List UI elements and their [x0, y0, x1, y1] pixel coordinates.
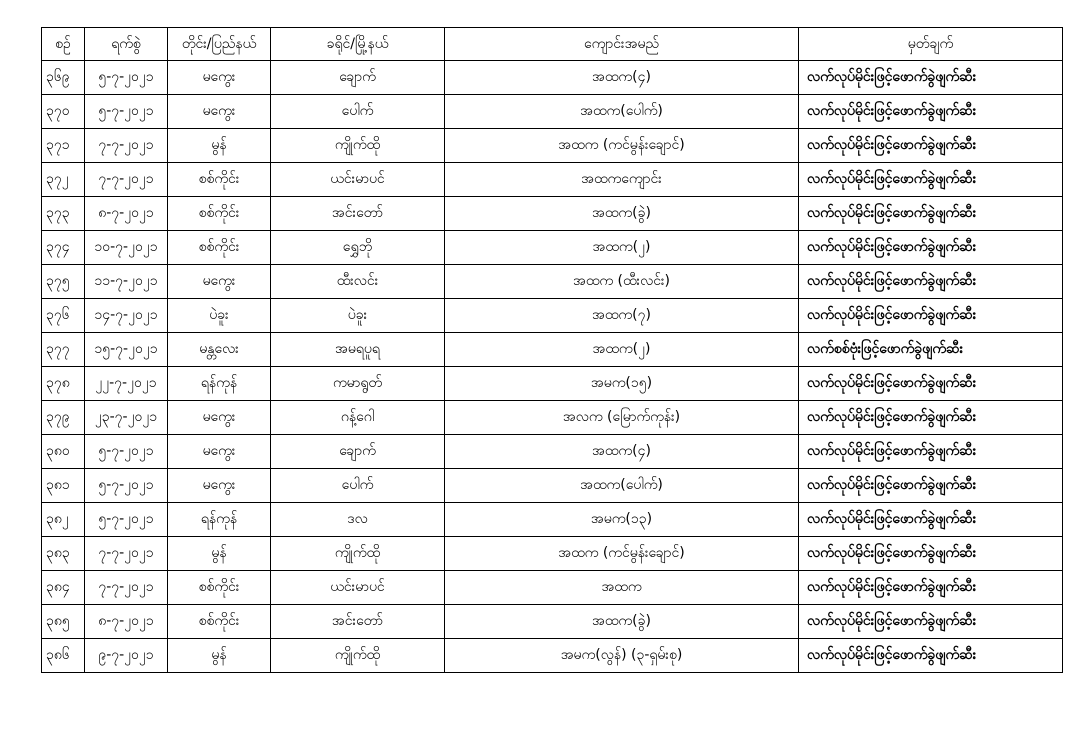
cell-remark: လက်လုပ်မိုင်းဖြင့်ဖောက်ခွဲဖျက်ဆီး — [799, 435, 1063, 469]
cell-district-township: ကမာရွတ် — [271, 367, 445, 401]
cell-date: ၁၄-၇-၂၀၂၁ — [85, 299, 168, 333]
cell-remark: လက်လုပ်မိုင်းဖြင့်ဖောက်ခွဲဖျက်ဆီး — [799, 197, 1063, 231]
cell-school-name: အထက(ပေါက်) — [445, 95, 799, 129]
cell-district-township: အင်းတော် — [271, 197, 445, 231]
document-sheet — [41, 27, 1062, 673]
cell-remark: လက်လုပ်မိုင်းဖြင့်ဖောက်ခွဲဖျက်ဆီး — [799, 571, 1063, 605]
header-region-state: တိုင်း/ပြည်နယ် — [168, 28, 271, 61]
header-date: ရက်စွဲ — [85, 28, 168, 61]
header-serial-no: စဉ် — [42, 28, 85, 61]
cell-serial-no: ၃၇၁ — [42, 129, 85, 163]
cell-district-township: ဒလ — [271, 503, 445, 537]
incident-table — [41, 27, 1063, 673]
table-row — [42, 537, 1063, 571]
header-school-name: ကျောင်းအမည် — [445, 28, 799, 61]
table-row — [42, 469, 1063, 503]
table-row — [42, 265, 1063, 299]
table-row — [42, 299, 1063, 333]
cell-serial-no: ၃၇၂ — [42, 163, 85, 197]
table-row — [42, 231, 1063, 265]
cell-serial-no: ၃၇၃ — [42, 197, 85, 231]
table-row — [42, 503, 1063, 537]
cell-district-township: ထီးလင်း — [271, 265, 445, 299]
cell-remark: လက်လုပ်မိုင်းဖြင့်ဖောက်ခွဲဖျက်ဆီး — [799, 265, 1063, 299]
table-row — [42, 333, 1063, 367]
cell-remark: လက်လုပ်မိုင်းဖြင့်ဖောက်ခွဲဖျက်ဆီး — [799, 129, 1063, 163]
cell-date: ၁၅-၇-၂၀၂၁ — [85, 333, 168, 367]
cell-date: ၇-၇-၂၀၂၁ — [85, 537, 168, 571]
cell-date: ၈-၇-၂၀၂၁ — [85, 197, 168, 231]
cell-serial-no: ၃၇၇ — [42, 333, 85, 367]
cell-region-state: မကွေး — [168, 469, 271, 503]
table-row — [42, 61, 1063, 95]
cell-remark: လက်လုပ်မိုင်းဖြင့်ဖောက်ခွဲဖျက်ဆီး — [799, 61, 1063, 95]
cell-district-township: ပေါက် — [271, 95, 445, 129]
cell-school-name: အထက (ကင်မွန်းချောင်) — [445, 537, 799, 571]
cell-date: ၅-၇-၂၀၂၁ — [85, 469, 168, 503]
cell-region-state: မကွေး — [168, 265, 271, 299]
cell-region-state: မွန် — [168, 129, 271, 163]
cell-school-name: အထက (ကင်မွန်းချောင်) — [445, 129, 799, 163]
cell-school-name: အထက — [445, 571, 799, 605]
cell-remark: လက်လုပ်မိုင်းဖြင့်ဖောက်ခွဲဖျက်ဆီး — [799, 299, 1063, 333]
table-row — [42, 95, 1063, 129]
cell-district-township: ကျိုက်ထို — [271, 639, 445, 673]
cell-school-name: အထက(ပေါက်) — [445, 469, 799, 503]
cell-school-name: အထက(၂) — [445, 231, 799, 265]
cell-region-state: မွန် — [168, 639, 271, 673]
table-row — [42, 435, 1063, 469]
table-row — [42, 401, 1063, 435]
cell-school-name: အမက(၁၃) — [445, 503, 799, 537]
cell-serial-no: ၃၇၆ — [42, 299, 85, 333]
cell-remark: လက်လုပ်မိုင်းဖြင့်ဖောက်ခွဲဖျက်ဆီး — [799, 469, 1063, 503]
cell-date: ၇-၇-၂၀၂၁ — [85, 571, 168, 605]
cell-date: ၁၀-၇-၂၀၂၁ — [85, 231, 168, 265]
cell-remark: လက်လုပ်မိုင်းဖြင့်ဖောက်ခွဲဖျက်ဆီး — [799, 503, 1063, 537]
cell-school-name: အထက(ခွဲ) — [445, 605, 799, 639]
table-row — [42, 129, 1063, 163]
cell-serial-no: ၃၇၅ — [42, 265, 85, 299]
header-remark: မှတ်ချက် — [799, 28, 1063, 61]
cell-remark: လက်လုပ်မိုင်းဖြင့်ဖောက်ခွဲဖျက်ဆီး — [799, 639, 1063, 673]
cell-school-name: အမက(၁၅) — [445, 367, 799, 401]
cell-district-township: ယင်းမာပင် — [271, 163, 445, 197]
cell-school-name: အထက(၄) — [445, 435, 799, 469]
cell-district-township: ပေါက် — [271, 469, 445, 503]
table-row — [42, 605, 1063, 639]
cell-serial-no: ၃၈၅ — [42, 605, 85, 639]
cell-date: ၈-၇-၂၀၂၁ — [85, 605, 168, 639]
cell-region-state: စစ်ကိုင်း — [168, 197, 271, 231]
cell-remark: လက်လုပ်မိုင်းဖြင့်ဖောက်ခွဲဖျက်ဆီး — [799, 95, 1063, 129]
cell-remark: လက်လုပ်မိုင်းဖြင့်ဖောက်ခွဲဖျက်ဆီး — [799, 231, 1063, 265]
cell-region-state: စစ်ကိုင်း — [168, 605, 271, 639]
cell-school-name: အထက (ထီးလင်း) — [445, 265, 799, 299]
cell-district-township: ဂန့်ဂေါ — [271, 401, 445, 435]
table-header-row — [42, 28, 1063, 61]
cell-remark: လက်လုပ်မိုင်းဖြင့်ဖောက်ခွဲဖျက်ဆီး — [799, 163, 1063, 197]
cell-serial-no: ၃၈၃ — [42, 537, 85, 571]
cell-date: ၁၁-၇-၂၀၂၁ — [85, 265, 168, 299]
cell-date: ၂၂-၇-၂၀၂၁ — [85, 367, 168, 401]
cell-region-state: စစ်ကိုင်း — [168, 231, 271, 265]
cell-serial-no: ၃၆၉ — [42, 61, 85, 95]
cell-region-state: မကွေး — [168, 61, 271, 95]
cell-serial-no: ၃၈၀ — [42, 435, 85, 469]
cell-region-state: စစ်ကိုင်း — [168, 163, 271, 197]
table-row — [42, 197, 1063, 231]
cell-school-name: အထက(၇) — [445, 299, 799, 333]
cell-date: ၅-၇-၂၀၂၁ — [85, 503, 168, 537]
cell-serial-no: ၃၇၉ — [42, 401, 85, 435]
table-body — [42, 61, 1063, 673]
cell-region-state: ပဲခူး — [168, 299, 271, 333]
cell-serial-no: ၃၈၆ — [42, 639, 85, 673]
cell-district-township: ကျိုက်ထို — [271, 537, 445, 571]
cell-serial-no: ၃၇၈ — [42, 367, 85, 401]
cell-district-township: ချောက် — [271, 61, 445, 95]
cell-remark: လက်လုပ်မိုင်းဖြင့်ဖောက်ခွဲဖျက်ဆီး — [799, 537, 1063, 571]
table-row — [42, 639, 1063, 673]
cell-district-township: ယင်းမာပင် — [271, 571, 445, 605]
cell-date: ၇-၇-၂၀၂၁ — [85, 163, 168, 197]
cell-district-township: အင်းတော် — [271, 605, 445, 639]
cell-serial-no: ၃၈၂ — [42, 503, 85, 537]
cell-region-state: မန္တလေး — [168, 333, 271, 367]
cell-date: ၅-၇-၂၀၂၁ — [85, 61, 168, 95]
cell-district-township: ချောက် — [271, 435, 445, 469]
cell-serial-no: ၃၇၄ — [42, 231, 85, 265]
cell-region-state: ရန်ကုန် — [168, 503, 271, 537]
cell-region-state: မွန် — [168, 537, 271, 571]
cell-school-name: အမက(လွန်) (၃-ရှမ်းစု) — [445, 639, 799, 673]
cell-serial-no: ၃၈၄ — [42, 571, 85, 605]
cell-date: ၉-၇-၂၀၂၁ — [85, 639, 168, 673]
table-row — [42, 163, 1063, 197]
cell-remark: လက်လုပ်မိုင်းဖြင့်ဖောက်ခွဲဖျက်ဆီး — [799, 605, 1063, 639]
cell-school-name: အထက(ခွဲ) — [445, 197, 799, 231]
cell-district-township: ရွှေဘို — [271, 231, 445, 265]
cell-school-name: အထက(၄) — [445, 61, 799, 95]
cell-region-state: စစ်ကိုင်း — [168, 571, 271, 605]
cell-district-township: ကျိုက်ထို — [271, 129, 445, 163]
cell-region-state: မကွေး — [168, 401, 271, 435]
cell-serial-no: ၃၈၁ — [42, 469, 85, 503]
header-district-township: ခရိုင်/မြို့နယ် — [271, 28, 445, 61]
cell-region-state: မကွေး — [168, 435, 271, 469]
cell-serial-no: ၃၇၀ — [42, 95, 85, 129]
cell-region-state: ရန်ကုန် — [168, 367, 271, 401]
cell-school-name: အထက(၂) — [445, 333, 799, 367]
table-row — [42, 571, 1063, 605]
cell-remark: လက်စစ်ဗုံးဖြင့်ဖောက်ခွဲဖျက်ဆီး — [799, 333, 1063, 367]
cell-district-township: ပဲခူး — [271, 299, 445, 333]
cell-school-name: အထကကျောင်း — [445, 163, 799, 197]
cell-district-township: အမရပူရ — [271, 333, 445, 367]
cell-remark: လက်လုပ်မိုင်းဖြင့်ဖောက်ခွဲဖျက်ဆီး — [799, 367, 1063, 401]
cell-date: ၇-၇-၂၀၂၁ — [85, 129, 168, 163]
cell-school-name: အလက (မြောက်ကုန်း) — [445, 401, 799, 435]
cell-date: ၅-၇-၂၀၂၁ — [85, 95, 168, 129]
cell-date: ၅-၇-၂၀၂၁ — [85, 435, 168, 469]
cell-region-state: မကွေး — [168, 95, 271, 129]
cell-remark: လက်လုပ်မိုင်းဖြင့်ဖောက်ခွဲဖျက်ဆီး — [799, 401, 1063, 435]
table-row — [42, 367, 1063, 401]
cell-date: ၂၃-၇-၂၀၂၁ — [85, 401, 168, 435]
